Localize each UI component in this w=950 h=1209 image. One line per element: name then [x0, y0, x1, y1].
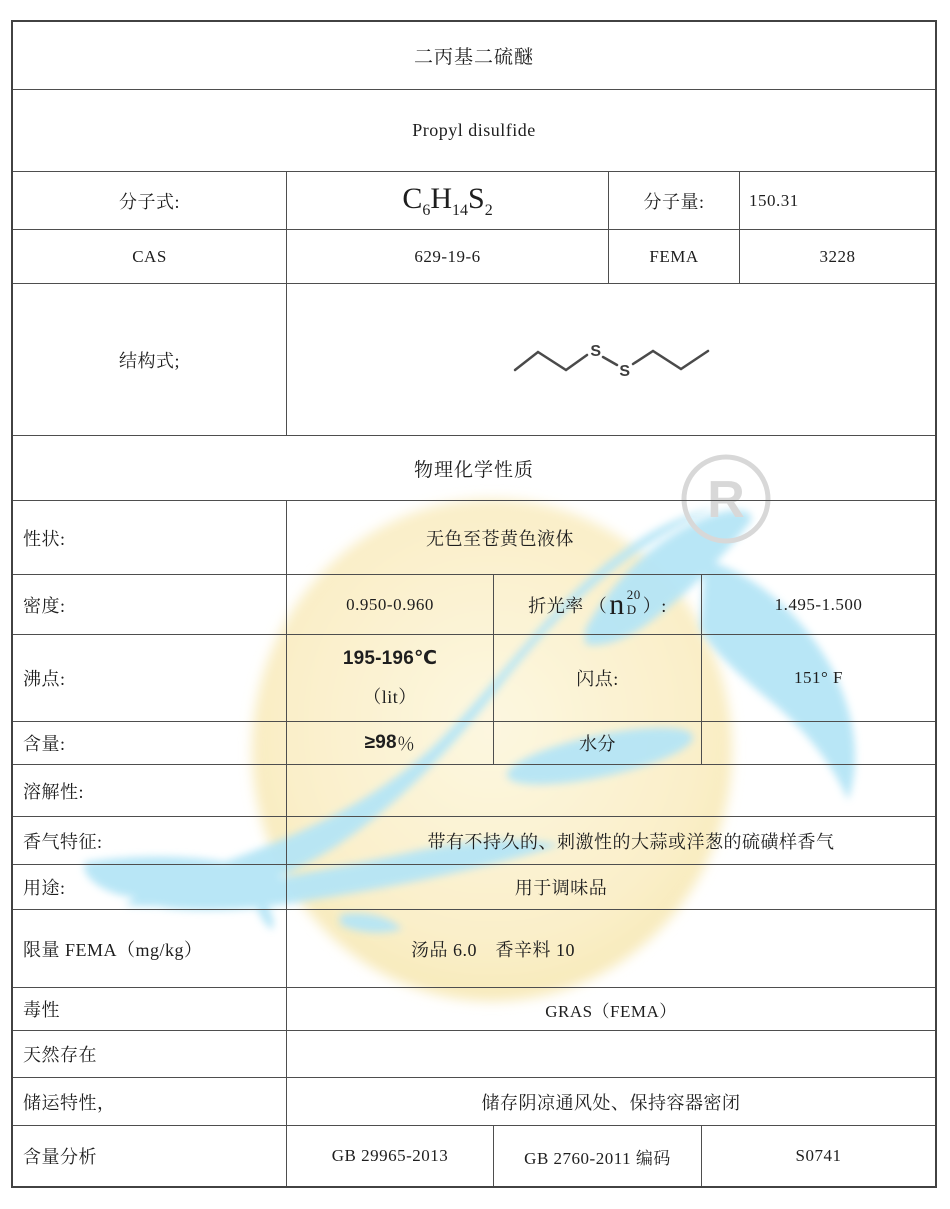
compound-name-cn: 二丙基二硫醚 — [413, 47, 534, 68]
assay-value-cell — [287, 722, 494, 764]
boiling-note: （lit） — [363, 687, 417, 707]
appearance-value: 无色至苍黄色液体 — [426, 528, 574, 549]
flash-value: 151° F — [793, 668, 843, 687]
analysis-gb-label: GB 2760-2011 编码 — [494, 1126, 702, 1186]
fema-label: FEMA — [609, 230, 740, 283]
density-label: 密度: — [13, 575, 287, 634]
moisture-label: 水分 — [494, 722, 702, 764]
row-density-refraction — [13, 575, 935, 635]
assay-label: 含量: — [13, 722, 287, 764]
assay-value: ≥98 — [364, 732, 397, 753]
cas-label: CAS — [13, 230, 287, 283]
formula-value — [287, 172, 609, 229]
usage-value: 用于调味品 — [514, 878, 608, 898]
natural-value-empty — [287, 1031, 935, 1077]
row-title-cn — [13, 22, 935, 90]
section-physchem-title: 物理化学性质 — [413, 459, 534, 481]
sulfur-atom-2: S — [618, 362, 631, 380]
usage-label: 用途: — [13, 865, 287, 909]
fema-limit-value: 汤品 6.0 香辛料 10 — [411, 939, 575, 960]
boiling-label: 沸点: — [13, 635, 287, 721]
toxicity-value: GRAS（FEMA） — [545, 1001, 677, 1021]
odor-value: 带有不持久的、刺激性的大蒜或洋葱的硫磺样香气 — [427, 831, 835, 852]
row-odor — [13, 817, 935, 865]
storage-label: 储运特性， — [13, 1078, 287, 1125]
svg-text:R: R — [707, 471, 745, 529]
sulfur-atom-1: S — [589, 342, 602, 360]
natural-label: 天然存在 — [13, 1031, 287, 1077]
row-toxicity — [13, 988, 935, 1031]
row-solubility — [13, 765, 935, 817]
storage-value: 储存阴凉通风处、保持容器密闭 — [481, 1092, 741, 1113]
boiling-value-cell — [287, 635, 494, 721]
solubility-label: 溶解性: — [13, 765, 287, 816]
refraction-label-text: 折光率 （ n 20 D ）: — [528, 586, 667, 621]
refraction-value: 1.495-1.500 — [774, 594, 863, 614]
row-usage — [13, 865, 935, 910]
row-natural-occurrence — [13, 1031, 935, 1078]
molweight-value: 150.31 — [749, 190, 799, 210]
moisture-value-empty — [702, 722, 935, 764]
fema-value: 3228 — [819, 246, 856, 266]
odor-label: 香气特征: — [13, 817, 287, 864]
analysis-code: S0741 — [795, 1146, 842, 1165]
row-assay-moisture — [13, 722, 935, 765]
assay-percent-sign: ％ — [396, 734, 416, 754]
refraction-n-symbol: n — [609, 588, 625, 621]
formula-text: $C_6H_{14}S_2$ — [402, 181, 493, 219]
refraction-label — [494, 575, 702, 634]
row-structure — [13, 284, 935, 436]
row-cas-fema — [13, 230, 935, 284]
analysis-label: 含量分析 — [13, 1126, 287, 1186]
compound-name-en: Propyl disulfide — [412, 120, 536, 140]
formula-label: 分子式: — [13, 172, 287, 229]
appearance-label: 性状: — [13, 501, 287, 574]
row-appearance — [13, 501, 935, 575]
structure-label: 结构式; — [13, 284, 287, 435]
cas-value: 629-19-6 — [287, 230, 609, 283]
row-title-en — [13, 90, 935, 172]
refraction-n-indices: 20 D — [626, 586, 641, 617]
spec-table — [11, 20, 937, 1188]
boiling-value: 195-196℃ — [342, 648, 438, 669]
toxicity-label: 毒性 — [13, 988, 287, 1030]
density-value: 0.950-0.960 — [287, 575, 494, 634]
structure-drawing-cell — [287, 284, 935, 435]
row-molecular-formula — [13, 172, 935, 230]
fema-limit-label: 限量 FEMA（mg/kg） — [13, 910, 287, 987]
flash-label: 闪点: — [494, 635, 702, 721]
row-section-physchem — [13, 436, 935, 501]
molweight-label: 分子量: — [609, 172, 740, 229]
structure-drawing — [509, 337, 714, 383]
row-boiling-flash — [13, 635, 935, 722]
row-fema-limit — [13, 910, 935, 988]
row-storage — [13, 1078, 935, 1126]
solubility-value-empty — [287, 765, 935, 816]
analysis-standard: GB 29965-2013 — [287, 1126, 494, 1186]
row-analysis — [13, 1126, 935, 1186]
